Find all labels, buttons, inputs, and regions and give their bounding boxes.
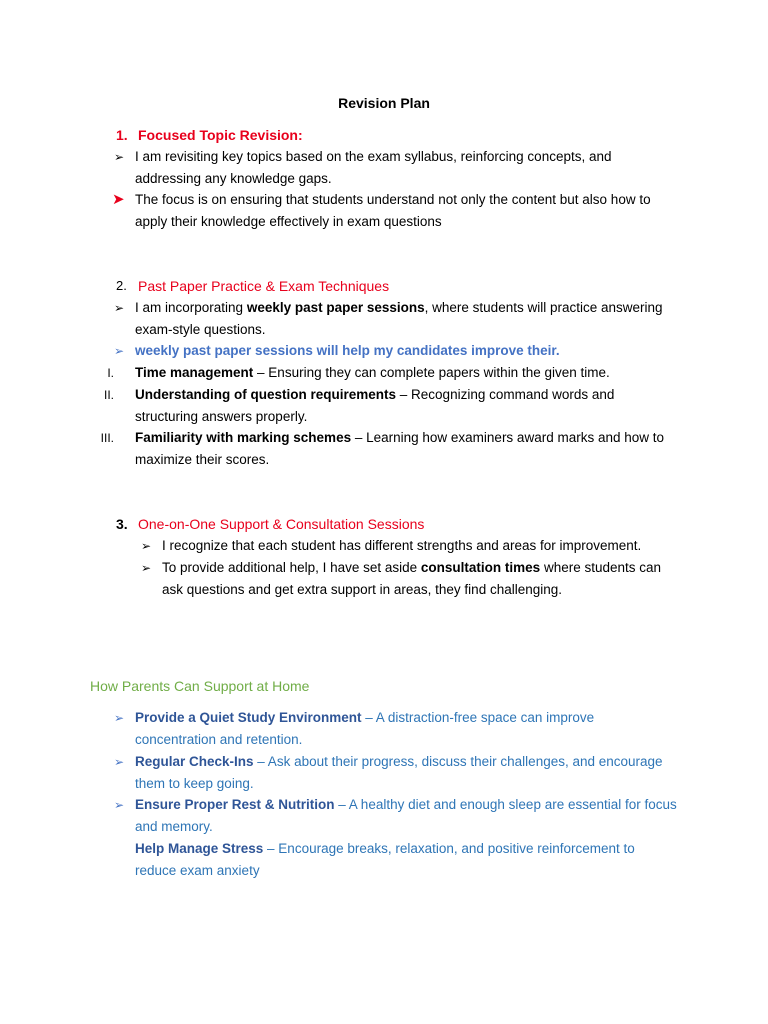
document-title: Revision Plan — [338, 95, 430, 111]
text-segment: – Ensuring they can complete papers within the given time. — [253, 365, 610, 380]
section1-bullet1-line1: I am revisiting key topics based on the exam syllabus, reinforcing concepts, and — [135, 149, 612, 164]
section2-item2 — [135, 384, 614, 406]
section2-number: 2. — [116, 278, 127, 293]
bold-segment: Ensure Proper Rest & Nutrition — [135, 797, 335, 812]
parents-heading: How Parents Can Support at Home — [90, 678, 310, 694]
text-segment: To provide additional help, I have set aside — [162, 560, 421, 575]
text-segment: – Learning how examiners award marks and how to — [351, 430, 665, 445]
roman-numeral: II. — [103, 388, 114, 402]
bold-segment: Help Manage Stress — [135, 841, 264, 856]
section2-bullet1-line2: exam-style questions. — [135, 322, 266, 337]
bold-segment: Familiarity with marking schemes — [135, 430, 352, 445]
section1-heading: Focused Topic Revision: — [138, 127, 303, 143]
blue-arrow-bullet-icon: ➢ — [114, 711, 125, 725]
arrow-bullet-icon: ➢ — [114, 301, 125, 315]
bold-segment: Provide a Quiet Study Environment — [135, 710, 362, 725]
section3-bullet2-line1 — [162, 557, 661, 579]
section3-heading: One-on-One Support & Consultation Sessions — [138, 516, 425, 532]
text-segment: – Ask about their progress, discuss their challenges, and encourage — [253, 754, 663, 769]
blue-arrow-bullet-icon: ➢ — [114, 798, 125, 812]
parents-item3-line1 — [135, 794, 677, 816]
section2-item3 — [135, 427, 664, 449]
section3-number: 3. — [116, 516, 128, 532]
bold-segment: Time management — [135, 365, 254, 380]
section2-item2-line2: structuring answers properly. — [135, 409, 308, 424]
bold-segment: weekly past paper sessions — [246, 300, 425, 315]
section1-bullet2-line2: apply their knowledge effectively in exam questions — [135, 214, 442, 229]
arrow-bullet-icon: ➢ — [141, 561, 152, 575]
section2-item1 — [135, 362, 610, 384]
red-arrow-bullet-icon: ➤ — [112, 191, 125, 208]
text-segment: – Encourage breaks, relaxation, and positive reinforcement to — [263, 841, 635, 856]
roman-numeral: III. — [100, 431, 114, 445]
section2-item3-line2: maximize their scores. — [135, 452, 270, 467]
parents-item2-line1 — [135, 751, 663, 773]
text-segment: – Recognizing command words and — [396, 387, 615, 402]
arrow-bullet-icon: ➢ — [114, 150, 125, 164]
section2-bullet2: weekly past paper sessions will help my candidates improve their. — [135, 343, 560, 358]
text-segment: – A distraction-free space can improve — [361, 710, 595, 725]
parents-item1-line1 — [135, 707, 594, 729]
parents-item1-line2: concentration and retention. — [135, 732, 303, 747]
arrow-bullet-icon: ➢ — [141, 539, 152, 553]
section2-bullet1-line1 — [135, 297, 663, 319]
text-segment: – A healthy diet and enough sleep are essential for focus — [334, 797, 677, 812]
roman-numeral: I. — [107, 366, 114, 380]
section1-bullet1-line2: addressing any knowledge gaps. — [135, 171, 332, 186]
parents-item2-line2: them to keep going. — [135, 776, 254, 791]
section2-heading: Past Paper Practice & Exam Techniques — [138, 278, 390, 294]
parents-item4-line2: reduce exam anxiety — [135, 863, 260, 878]
bold-segment: consultation times — [420, 560, 541, 575]
parents-item3-line2: and memory. — [135, 819, 213, 834]
bold-segment: Understanding of question requirements — [135, 387, 397, 402]
blue-arrow-bullet-icon: ➢ — [114, 344, 125, 358]
section3-bullet1: I recognize that each student has different strengths and areas for improvement. — [162, 538, 642, 553]
text-segment: , where students will practice answering — [424, 300, 663, 315]
bold-segment: Regular Check-Ins — [135, 754, 254, 769]
blue-arrow-bullet-icon: ➢ — [114, 755, 125, 769]
parents-item4-line1 — [135, 838, 635, 860]
section1-number: 1. — [116, 127, 128, 143]
text-segment: I am incorporating — [135, 300, 247, 315]
section3-bullet2-line2: ask questions and get extra support in areas, they find challenging. — [162, 582, 563, 597]
text-segment: where students can — [540, 560, 662, 575]
section1-bullet2-line1: The focus is on ensuring that students understand not only the content but also how to — [135, 192, 651, 207]
